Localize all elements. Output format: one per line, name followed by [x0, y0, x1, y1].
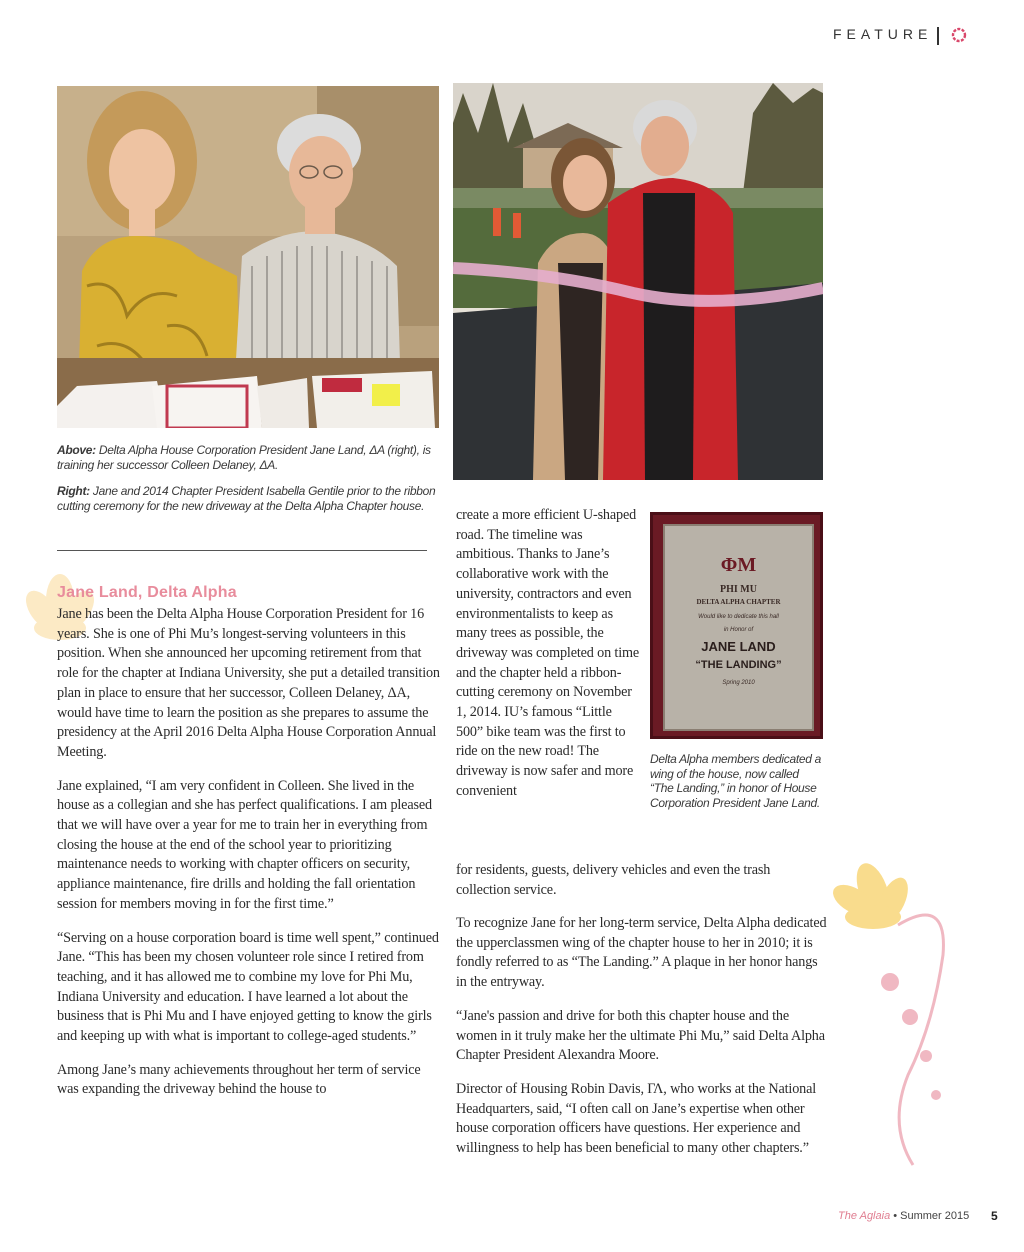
caption-above-text: Delta Alpha House Corporation President Jane Land, ΔA (right), is training her successor Colleen Delaney, ΔA.: [57, 443, 431, 472]
plaque-crest: ΦM: [720, 554, 757, 576]
paragraph: “Serving on a house corporation board is time well spent,” continued Jane. “This has been my chosen volunteer role since I retired from teaching, and it has allowed me to combine my love for Phi Mu, Indiana University and education. I have learned a lot about the business that is Phi Mu and I have enjoyed getting to know the girls and keeping up with what is important to college-aged students.”: [57, 929, 439, 1045]
caption-right: [57, 484, 442, 513]
plaque-line1: Would like to dedicate this hall: [698, 614, 779, 620]
flower-logo-icon: [950, 26, 968, 44]
article-column-left: [57, 605, 442, 1114]
plaque-chapter: DELTA ALPHA CHAPTER: [696, 598, 781, 606]
caption-plaque: Delta Alpha members dedicated a wing of the house, now called “The Landing,” in honor of House Corporation President Jane Land.: [650, 752, 822, 810]
article-column-right-narrow: create a more efficient U-shaped road. The timeline was ambitious. Thanks to Jane’s collaborative work with the university, contractors and even environmentalists to keep as many trees as possible, the driveway was completed on time and the chapter held a ribbon-cutting ceremony on November 1, 2014. IU’s famous “Little 500” bike team was the first to ride on the new road! The driveway is now safer and more convenient: [456, 507, 640, 799]
dedication-plaque: [650, 512, 823, 739]
photo-jane-and-colleen: [57, 86, 439, 428]
photo-ribbon-cutting: [453, 83, 823, 480]
caption-divider: [57, 550, 427, 551]
footer-separator: •: [890, 1210, 901, 1222]
caption-above: [57, 443, 442, 472]
paragraph: Director of Housing Robin Davis, ΓΛ, who works at the National Headquarters, said, “I often call on Jane’s expertise when other house corporation officers have questions. Her experience and willingness to help has been beneficial to many other chapters.”: [456, 1080, 817, 1157]
article-column-right-continuation: for residents, guests, delivery vehicles and even the trash collection service.: [456, 862, 771, 898]
page-footer: [838, 1210, 969, 1222]
plaque-line2: in Honor of: [723, 627, 754, 633]
plaque-date: Spring 2010: [722, 680, 755, 686]
caption-right-label: Right:: [57, 484, 90, 498]
flower-swirl-decoration-icon: [828, 845, 958, 1175]
paragraph: Jane explained, “I am very confident in Colleen. She lived in the house as a collegian and she has perfect qualifications. I am pleased that we will have over a year for me to train her in everything from closing the house at the end of the school year to prioritizing maintenance needs to working with chapter officers on security, appliance maintenance, fire drills and holding the fall orientation session for members moving in for the first time.”: [57, 777, 432, 912]
issue-label: Summer 2015: [900, 1210, 970, 1222]
article-column-right: [456, 914, 828, 1173]
paragraph: Jane has been the Delta Alpha House Corporation President for 16 years. She is one of Phi Mu’s longest-serving volunteers in this position. When she announced her upcoming retirement from that role for the chapter at Indiana University, she put a detailed transition plan in place to ensure that her successor, Colleen Delaney, ΔA, would have time to learn the position as she prepares to assume the presidency at the April 2016 Delta Alpha House Corporation Annual Meeting.: [57, 606, 440, 760]
paragraph: Among Jane’s many achievements throughout her term of service was expanding the driveway behind the house to: [57, 1061, 421, 1098]
magazine-name: The Aglaia: [838, 1210, 891, 1222]
page-number: 5: [991, 1209, 998, 1223]
article-heading: Jane Land, Delta Alpha: [57, 584, 237, 601]
caption-above-label: Above:: [57, 443, 96, 457]
plaque-name: JANE LAND: [701, 639, 776, 654]
section-label: FEATURE: [833, 26, 933, 42]
caption-right-text: Jane and 2014 Chapter President Isabella Gentile prior to the ribbon cutting ceremony for the new driveway at the Delta Alpha Chapter house.: [57, 484, 436, 513]
paragraph: To recognize Jane for her long-term service, Delta Alpha dedicated the upperclassmen wing of the chapter house to her in 2010; it is fondly referred to as “The Landing.” A plaque in her honor hangs in the entryway.: [456, 915, 827, 991]
paragraph: “Jane's passion and drive for both this chapter house and the women in it truly make her the ultimate Phi Mu,” said Delta Alpha Chapter President Alexandra Moore.: [456, 1007, 825, 1064]
plaque-org: PHI MU: [720, 584, 757, 595]
header-divider: [937, 27, 939, 45]
plaque-hall: “THE LANDING”: [695, 659, 782, 671]
